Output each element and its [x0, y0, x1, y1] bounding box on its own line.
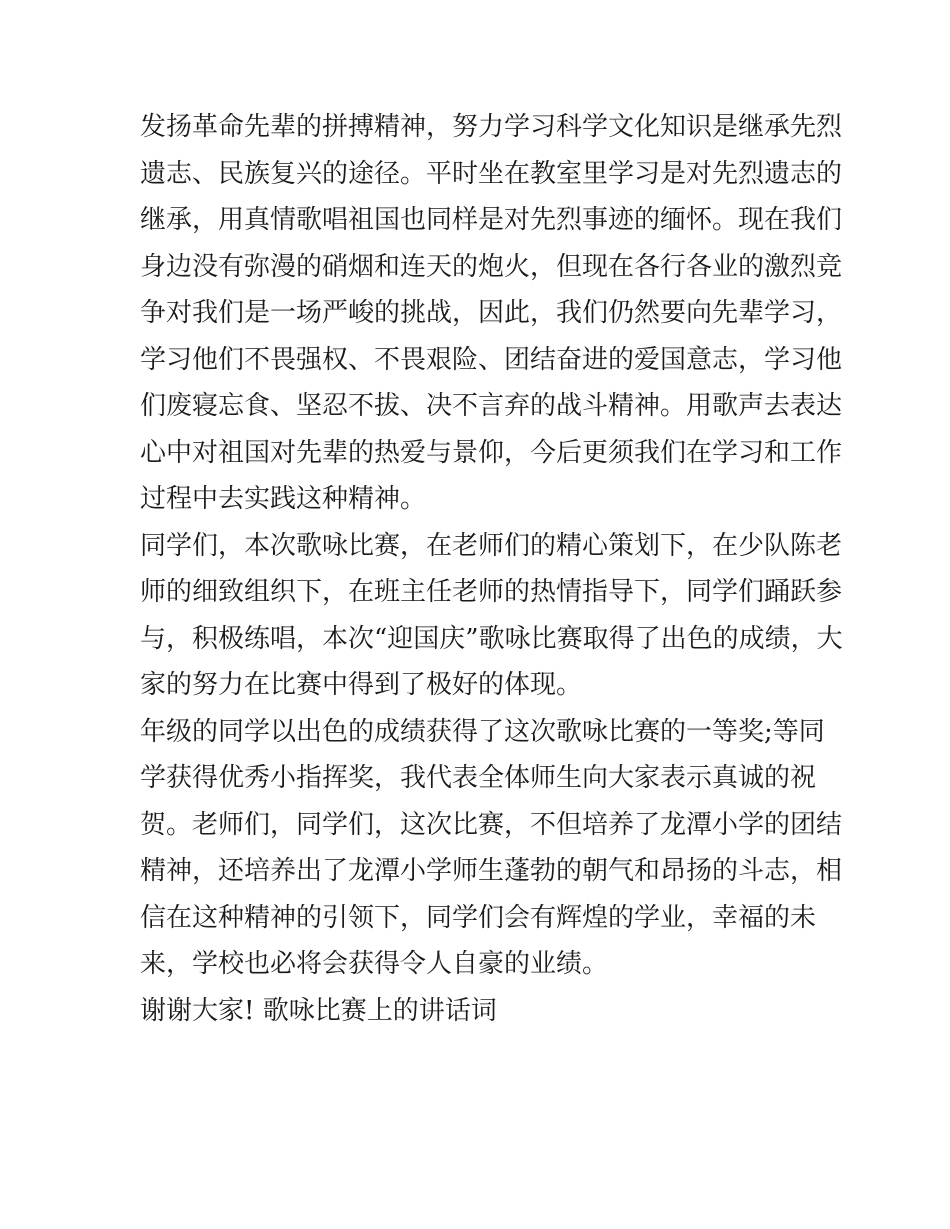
text-line: 来，学校也必将会获得令人自豪的业绩。	[140, 949, 609, 979]
text-line: 身边没有弥漫的硝烟和连天的炮火，但现在各行各业的激烈竞	[140, 251, 843, 282]
text-line: 学习他们不畏强权、不畏艰险、团结奋进的爱国意志，学习他	[140, 344, 843, 375]
text-line: 同学们，本次歌咏比赛，在老师们的精心策划下，在少队陈老	[140, 530, 843, 561]
text-line: 精神，还培养出了龙潭小学师生蓬勃的朝气和昂扬的斗志，相	[140, 856, 843, 886]
text-line: 家的努力在比赛中得到了极好的体现。	[140, 670, 583, 700]
text-line: 遗志、民族复兴的途径。平时坐在教室里学习是对先烈遗志的	[140, 158, 843, 189]
document-body	[140, 104, 843, 1034]
text-line: 与，积极练唱，本次“迎国庆”歌咏比赛取得了出色的成绩，大	[140, 623, 843, 654]
text-line: 学获得优秀小指挥奖，我代表全体师生向大家表示真诚的祝	[140, 763, 817, 793]
closing-line: 谢谢大家! 歌咏比赛上的讲话词	[140, 995, 497, 1026]
text-line: 师的细致组织下，在班主任老师的热情指导下，同学们踊跃参	[140, 577, 843, 607]
text-line: 争对我们是一场严峻的挑战，因此，我们仍然要向先辈学习，	[140, 298, 843, 328]
text-line: 贺。老师们，同学们，这次比赛，不但培养了龙潭小学的团结	[140, 809, 843, 840]
text-line: 年级的同学以出色的成绩获得了这次歌咏比赛的一等奖;等同	[140, 716, 825, 747]
text-line: 心中对祖国对先辈的热爱与景仰，今后更须我们在学习和工作	[140, 437, 843, 468]
text-line: 过程中去实践这种精神。	[140, 484, 427, 514]
text-line: 信在这种精神的引领下，同学们会有辉煌的学业，幸福的未	[140, 902, 817, 933]
text-line: 发扬革命先辈的拼搏精神，努力学习科学文化知识是继承先烈	[140, 112, 843, 142]
text-line: 继承，用真情歌唱祖国也同样是对先烈事迹的缅怀。现在我们	[140, 205, 843, 235]
text-line: 们废寝忘食、坚忍不拔、决不言弃的战斗精神。用歌声去表达	[140, 391, 843, 421]
